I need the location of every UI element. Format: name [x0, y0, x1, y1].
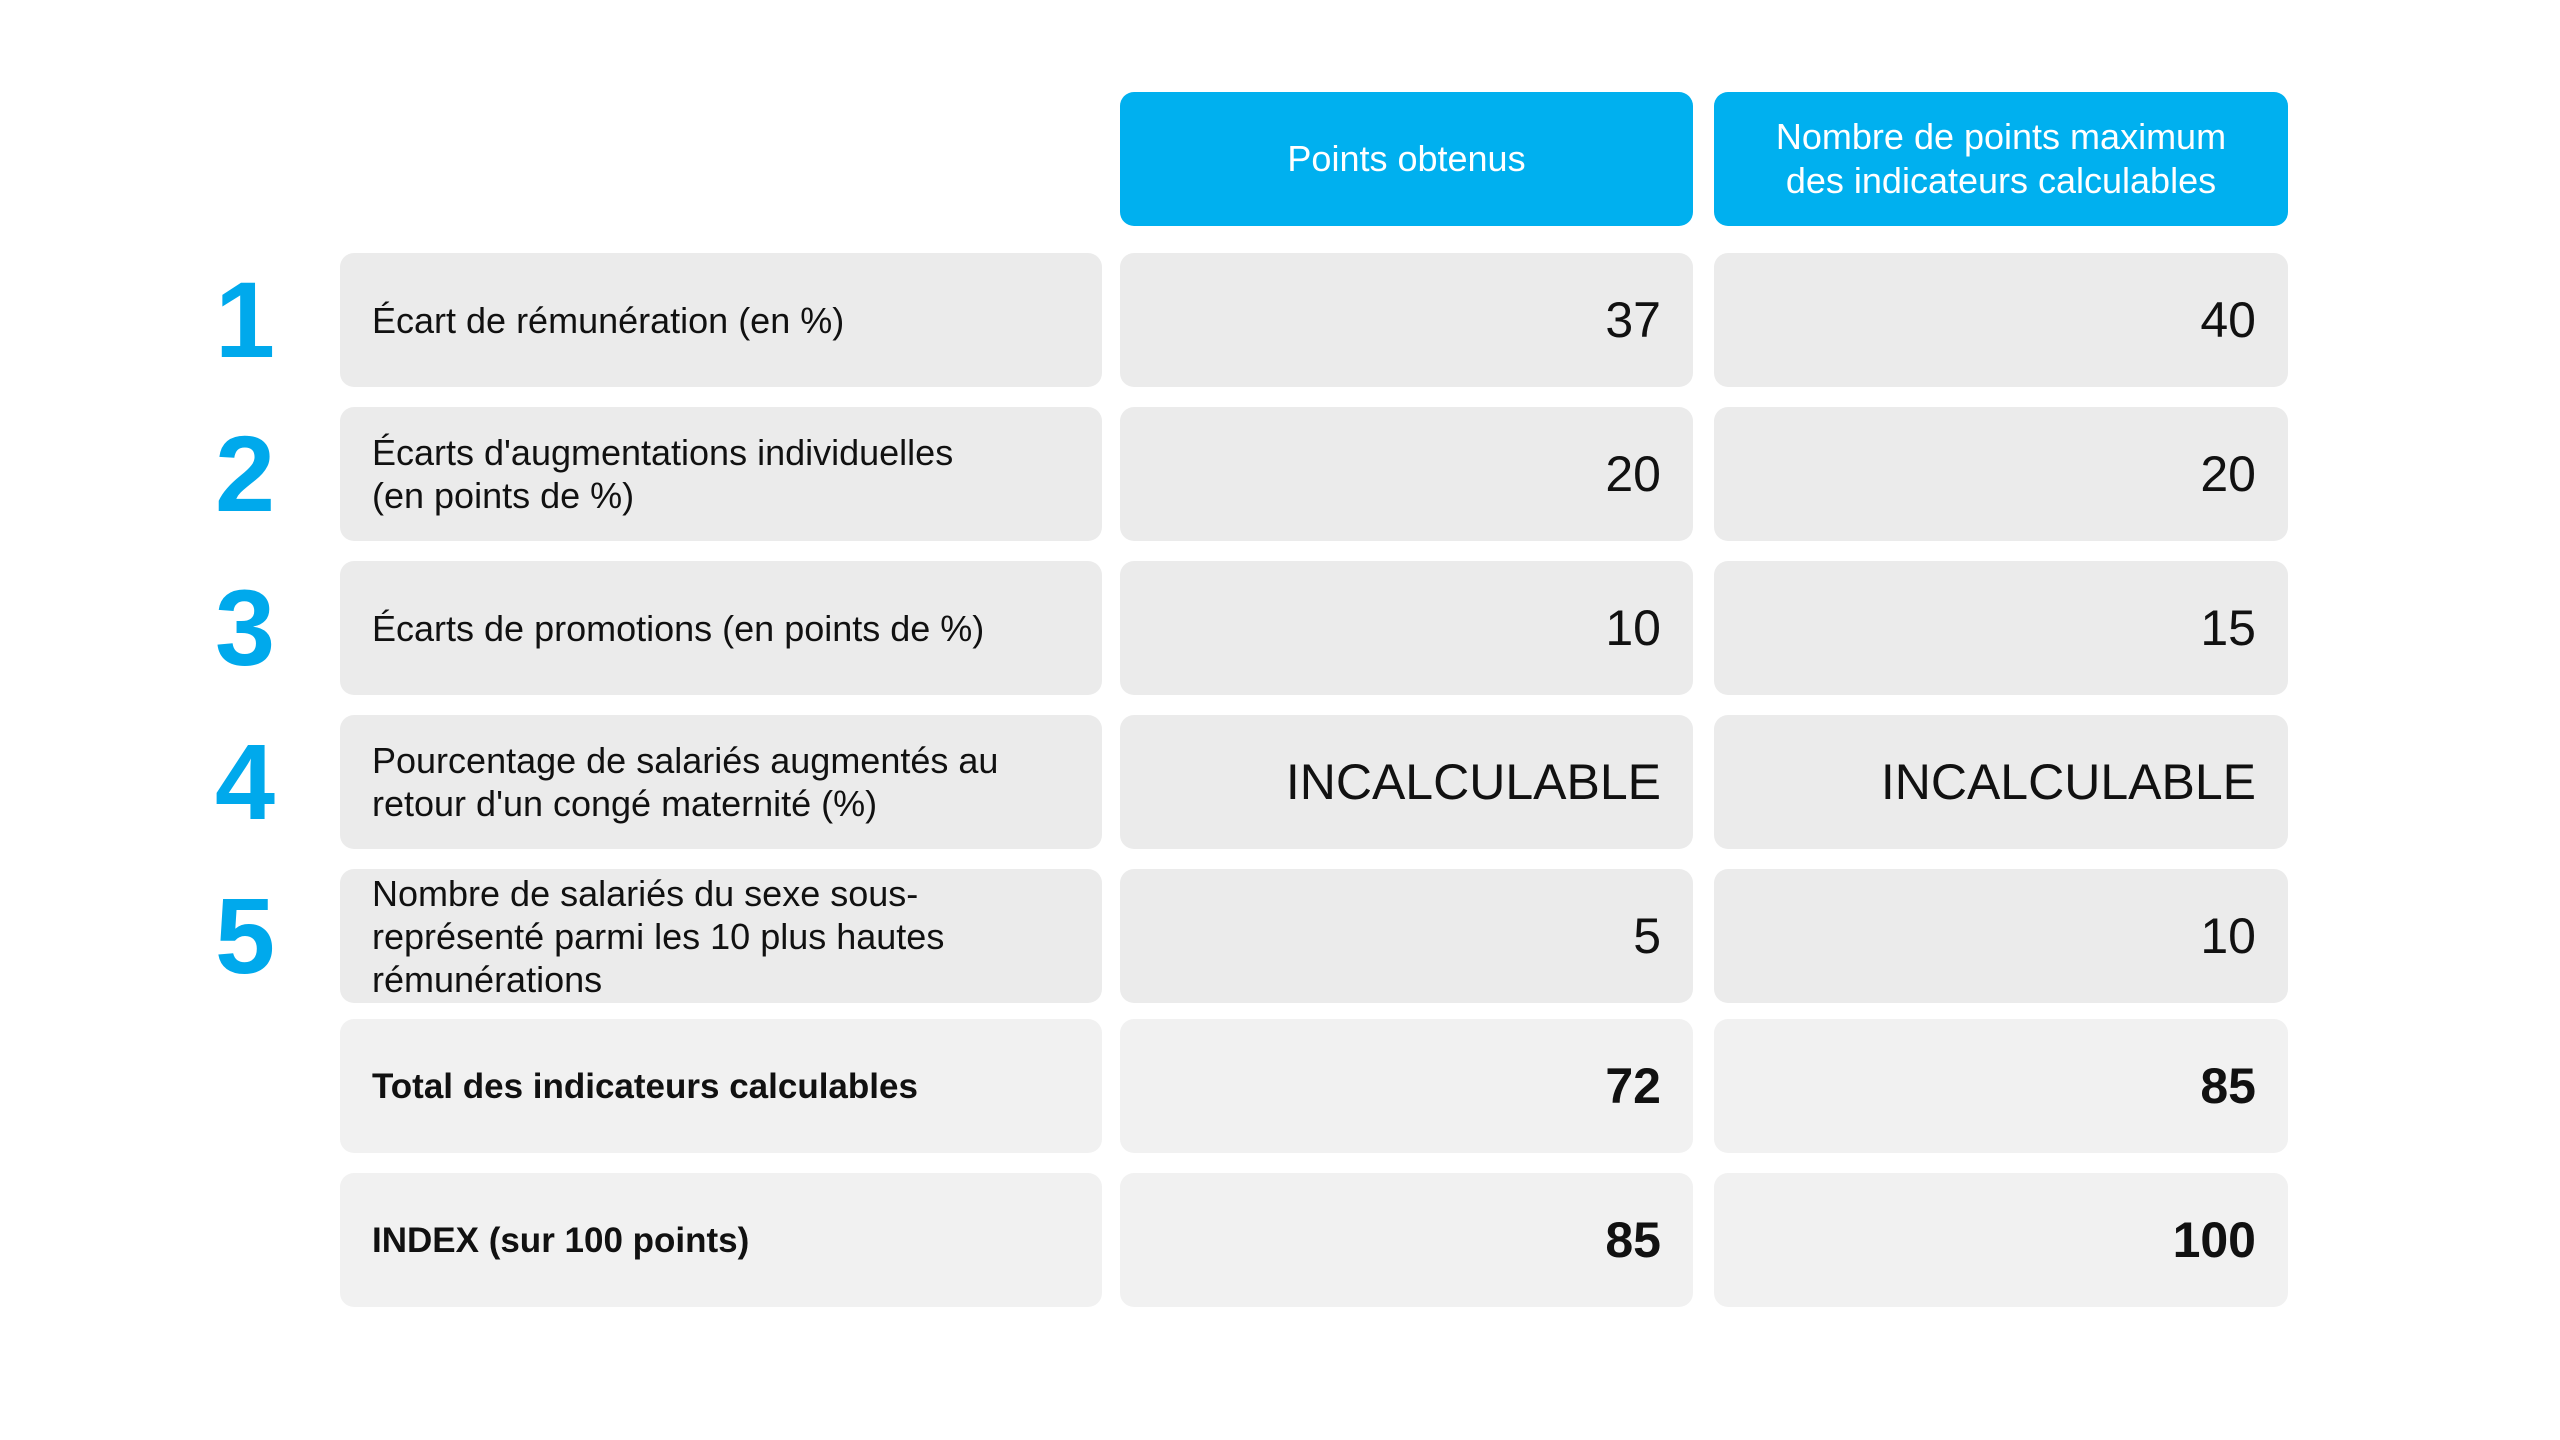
indicator-label-2-line2: (en points de %) — [372, 475, 635, 516]
indicator-row-4 — [0, 715, 2560, 849]
indicator-number-4: 4 — [214, 721, 276, 842]
indicator-label-1 — [340, 253, 1102, 387]
indicator-row-2 — [0, 407, 2560, 541]
index-label-text: INDEX (sur 100 points) — [372, 1220, 750, 1260]
indicator-label-5-line2: représenté parmi les 10 plus hautes — [372, 915, 945, 957]
total-points: 72 — [1120, 1019, 1693, 1153]
indicator-points-1: 37 — [1120, 253, 1693, 387]
indicator-max-1: 40 — [1714, 253, 2288, 387]
indicator-number-3: 3 — [214, 567, 276, 688]
total-max: 85 — [1714, 1019, 2288, 1153]
indicator-label-2-line1: Écarts d'augmentations individuelles — [372, 432, 954, 473]
indicator-label-3 — [340, 561, 1102, 695]
total-label-text: Total des indicateurs calculables — [372, 1066, 918, 1106]
total-row — [0, 1019, 2560, 1153]
indicator-max-5: 10 — [1714, 869, 2288, 1003]
indicator-points-2: 20 — [1120, 407, 1693, 541]
indicator-points-4: INCALCULABLE — [1120, 715, 1693, 849]
indicator-label-4-line1: Pourcentage de salariés augmentés au — [372, 740, 999, 781]
indicator-points-3: 10 — [1120, 561, 1693, 695]
total-label — [340, 1019, 1102, 1153]
index-points: 85 — [1120, 1173, 1693, 1307]
indicator-label-4 — [340, 715, 1102, 849]
indicator-points-5: 5 — [1120, 869, 1693, 1003]
header-points-maximum-line1: Nombre de points maximum — [1775, 116, 2227, 157]
indicator-label-5-line1: Nombre de salariés du sexe sous- — [372, 872, 919, 914]
header-points-maximum-line2: des indicateurs calculables — [1785, 160, 2217, 201]
indicator-number-2: 2 — [214, 413, 276, 534]
indicator-row-3 — [0, 561, 2560, 695]
header-points-maximum — [1714, 92, 2288, 226]
indicator-max-3: 15 — [1714, 561, 2288, 695]
indicator-number-5: 5 — [214, 875, 276, 996]
index-label — [340, 1173, 1102, 1307]
indicator-label-5 — [340, 869, 1102, 1003]
index-row — [0, 1173, 2560, 1307]
indicator-label-2 — [340, 407, 1102, 541]
indicator-number-1: 1 — [214, 259, 276, 380]
indicator-row-1 — [0, 253, 2560, 387]
indicator-label-text-1: Écart de rémunération (en %) — [372, 299, 845, 341]
indicator-max-4: INCALCULABLE — [1714, 715, 2288, 849]
header-points-obtenus-label: Points obtenus — [1287, 138, 1526, 179]
indicator-row-5 — [0, 869, 2560, 1003]
indicator-label-text-3: Écarts de promotions (en points de %) — [372, 607, 985, 649]
indicator-label-5-line3: rémunérations — [372, 958, 603, 1000]
header-points-obtenus — [1120, 92, 1693, 226]
index-max: 100 — [1714, 1173, 2288, 1307]
indicator-label-4-line2: retour d'un congé maternité (%) — [372, 783, 878, 824]
indicator-max-2: 20 — [1714, 407, 2288, 541]
